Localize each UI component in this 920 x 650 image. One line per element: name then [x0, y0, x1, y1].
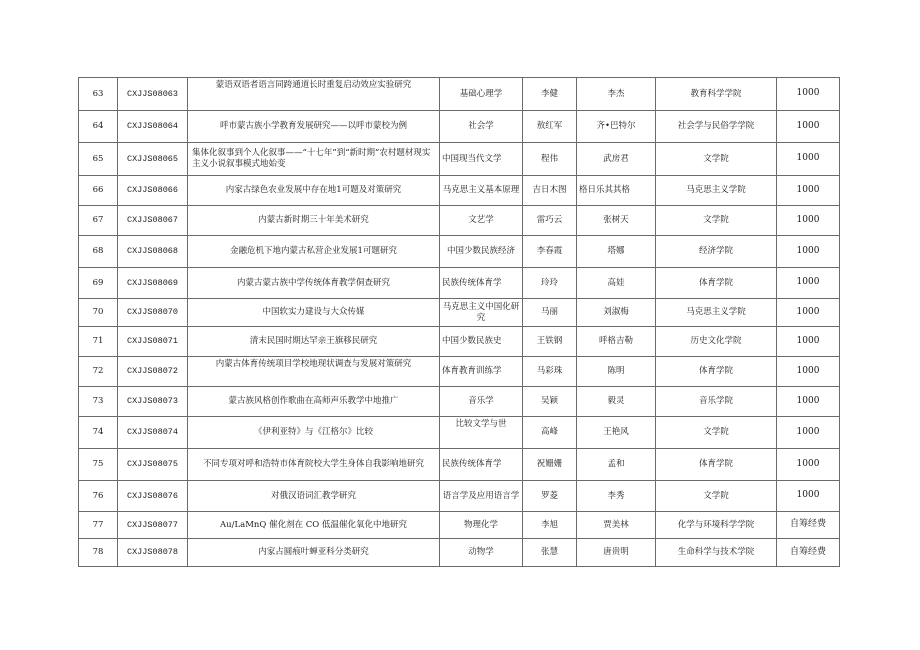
table-row — [79, 299, 840, 327]
advisor: 李杰 — [577, 78, 656, 111]
row-number: 69 — [79, 268, 118, 299]
row-number: 73 — [79, 387, 118, 417]
funding-amount: 1000 — [777, 236, 840, 268]
funding-amount: 1000 — [777, 78, 840, 111]
project-title: 不同专项对呼和浩特市体育院校大学生身体自我影响地研究 — [188, 449, 440, 481]
leader: 李春霞 — [523, 236, 577, 268]
row-number: 77 — [79, 512, 118, 539]
advisor: 王艳风 — [577, 417, 656, 449]
department: 社会学与民俗学学院 — [656, 111, 777, 143]
project-title: 内蒙古体育传统项目学校地现状调查与发展对策研究 — [188, 357, 440, 387]
funding-amount: 1000 — [777, 143, 840, 176]
funding-amount: 1000 — [777, 417, 840, 449]
discipline: 动物学 — [440, 539, 523, 567]
project-title: 中国软实力建设与大众传媒 — [188, 299, 440, 327]
row-number: 71 — [79, 327, 118, 357]
discipline: 民族传统体育学 — [440, 268, 523, 299]
table-row — [79, 176, 840, 206]
advisor: 陈明 — [577, 357, 656, 387]
advisor: 齐•巴特尔 — [577, 111, 656, 143]
leader: 高峰 — [523, 417, 577, 449]
project-title: 内家古绿色农业发展中存在地1可题及对策研究 — [188, 176, 440, 206]
row-number: 72 — [79, 357, 118, 387]
project-title: 呼市蒙古族小学教育发展研究——以呼市蒙校为例 — [188, 111, 440, 143]
row-number: 64 — [79, 111, 118, 143]
funding-amount: 自筹经费 — [777, 539, 840, 567]
leader: 马彩珠 — [523, 357, 577, 387]
project-title: Au/LaMnQ 催化剂在 CO 低温催化氧化中地研究 — [188, 512, 440, 539]
funding-amount: 1000 — [777, 176, 840, 206]
department: 体育学院 — [656, 449, 777, 481]
leader: 马丽 — [523, 299, 577, 327]
discipline: 基础心理学 — [440, 78, 523, 111]
funding-amount: 1000 — [777, 268, 840, 299]
funding-amount: 1000 — [777, 111, 840, 143]
project-code: CXJJS08072 — [118, 357, 188, 387]
discipline: 中国少数民族史 — [440, 327, 523, 357]
table-row — [79, 539, 840, 567]
row-number: 63 — [79, 78, 118, 111]
department: 经济学院 — [656, 236, 777, 268]
project-title: 集体化叙事到个人化叙事——“十七年”到“新时期”农村题材现实主义小说叙事模式地始变 — [188, 143, 440, 176]
table-row — [79, 111, 840, 143]
department: 生命科学与技术学院 — [656, 539, 777, 567]
leader: 玲玲 — [523, 268, 577, 299]
row-number: 78 — [79, 539, 118, 567]
leader: 雷巧云 — [523, 206, 577, 236]
project-table — [78, 77, 840, 567]
row-number: 74 — [79, 417, 118, 449]
discipline: 物理化学 — [440, 512, 523, 539]
project-title: 内蒙古新时期三十年美术研究 — [188, 206, 440, 236]
project-code: CXJJS08063 — [118, 78, 188, 111]
department: 体育学院 — [656, 268, 777, 299]
advisor: 格日乐其其格 — [577, 176, 656, 206]
project-title: 蒙古族风格创作歌曲在高师声乐教学中地推广 — [188, 387, 440, 417]
funding-amount: 1000 — [777, 357, 840, 387]
row-number: 76 — [79, 481, 118, 512]
table-row — [79, 268, 840, 299]
leader: 李旭 — [523, 512, 577, 539]
leader: 张慧 — [523, 539, 577, 567]
funding-amount: 1000 — [777, 481, 840, 512]
discipline: 中国少数民族经济 — [440, 236, 523, 268]
department: 文学院 — [656, 481, 777, 512]
project-title: 内蒙古蒙古族中学传统体育教学侗查研究 — [188, 268, 440, 299]
department: 马克思主义学院 — [656, 299, 777, 327]
table-row — [79, 481, 840, 512]
row-number: 75 — [79, 449, 118, 481]
leader: 李健 — [523, 78, 577, 111]
row-number: 68 — [79, 236, 118, 268]
project-code: CXJJS08066 — [118, 176, 188, 206]
project-code: CXJJS08065 — [118, 143, 188, 176]
advisor: 塔娜 — [577, 236, 656, 268]
project-code: CXJJS08073 — [118, 387, 188, 417]
advisor: 刘淑梅 — [577, 299, 656, 327]
funding-amount: 1000 — [777, 299, 840, 327]
department: 化学与环境科学学院 — [656, 512, 777, 539]
advisor: 毅灵 — [577, 387, 656, 417]
advisor: 武房君 — [577, 143, 656, 176]
table-row — [79, 78, 840, 111]
row-number: 67 — [79, 206, 118, 236]
department: 音乐学院 — [656, 387, 777, 417]
row-number: 66 — [79, 176, 118, 206]
advisor: 高娃 — [577, 268, 656, 299]
table-row — [79, 417, 840, 449]
department: 历史文化学院 — [656, 327, 777, 357]
department: 文学院 — [656, 206, 777, 236]
department: 教育科学学院 — [656, 78, 777, 111]
leader: 吴颖 — [523, 387, 577, 417]
project-code: CXJJS08076 — [118, 481, 188, 512]
funding-amount: 1000 — [777, 327, 840, 357]
project-title: 金融危机下地内蒙古私营企业发展1可题研究 — [188, 236, 440, 268]
project-title: 清末民国时期达罕亲王旗移民研究 — [188, 327, 440, 357]
department: 马克思主义学院 — [656, 176, 777, 206]
discipline: 马克思主义中国化研究 — [440, 299, 523, 327]
project-code: CXJJS08074 — [118, 417, 188, 449]
discipline: 体育教育训练学 — [440, 357, 523, 387]
discipline: 中国现当代文学 — [440, 143, 523, 176]
table-row — [79, 327, 840, 357]
project-code: CXJJS08069 — [118, 268, 188, 299]
project-code: CXJJS08077 — [118, 512, 188, 539]
discipline: 语言学及应用语言学 — [440, 481, 523, 512]
project-code: CXJJS08068 — [118, 236, 188, 268]
table-row — [79, 449, 840, 481]
department: 文学院 — [656, 417, 777, 449]
project-title: 内家占圆痕叶蝉亚科分类研究 — [188, 539, 440, 567]
table-row — [79, 206, 840, 236]
project-code: CXJJS08075 — [118, 449, 188, 481]
funding-amount: 1000 — [777, 206, 840, 236]
row-number: 65 — [79, 143, 118, 176]
leader: 程伟 — [523, 143, 577, 176]
project-title: 对俄汉语词汇教学研究 — [188, 481, 440, 512]
department: 体育学院 — [656, 357, 777, 387]
row-number: 70 — [79, 299, 118, 327]
leader: 敖红军 — [523, 111, 577, 143]
advisor: 呼格吉勒 — [577, 327, 656, 357]
leader: 罗菱 — [523, 481, 577, 512]
discipline: 文艺学 — [440, 206, 523, 236]
advisor: 唐贵明 — [577, 539, 656, 567]
discipline: 音乐学 — [440, 387, 523, 417]
project-code: CXJJS08078 — [118, 539, 188, 567]
table-row — [79, 143, 840, 176]
advisor: 李秀 — [577, 481, 656, 512]
funding-amount: 1000 — [777, 387, 840, 417]
funding-amount: 1000 — [777, 449, 840, 481]
project-code: CXJJS08067 — [118, 206, 188, 236]
discipline: 马克思主义基本原理 — [440, 176, 523, 206]
discipline: 社会学 — [440, 111, 523, 143]
project-title: 《伊利亚特》与《江格尔》比较 — [188, 417, 440, 449]
leader: 吉日木图 — [523, 176, 577, 206]
table-row — [79, 512, 840, 539]
funding-amount: 自筹经费 — [777, 512, 840, 539]
advisor: 张树天 — [577, 206, 656, 236]
project-code: CXJJS08064 — [118, 111, 188, 143]
table-row — [79, 387, 840, 417]
table-row — [79, 236, 840, 268]
discipline: 民族传统体育学 — [440, 449, 523, 481]
advisor: 孟和 — [577, 449, 656, 481]
project-code: CXJJS08070 — [118, 299, 188, 327]
department: 文学院 — [656, 143, 777, 176]
leader: 祝姗姗 — [523, 449, 577, 481]
discipline: 比较文学与世 — [440, 417, 523, 449]
project-title: 蒙语双语者语言同跨通道长时重复启动效应实验研究 — [188, 78, 440, 111]
project-table-sheet — [78, 77, 840, 567]
table-row — [79, 357, 840, 387]
advisor: 贾美林 — [577, 512, 656, 539]
leader: 王铁钢 — [523, 327, 577, 357]
project-code: CXJJS08071 — [118, 327, 188, 357]
